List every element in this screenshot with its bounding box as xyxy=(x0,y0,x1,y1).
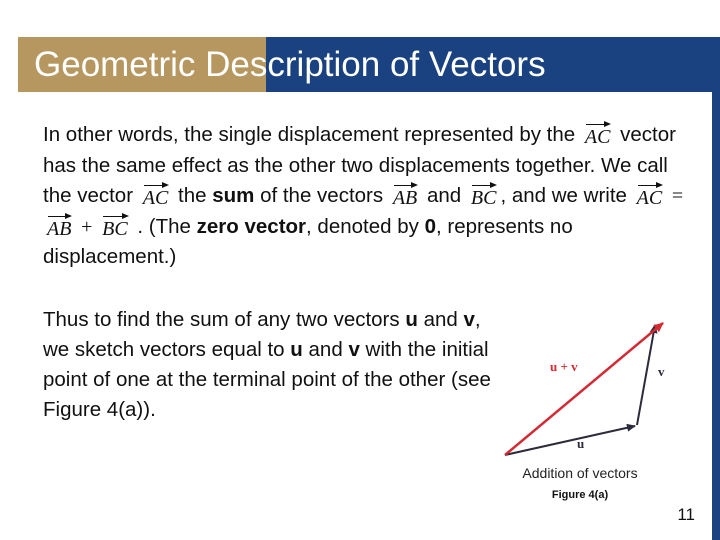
label-u-plus-v: u + v xyxy=(550,359,578,374)
vector-u: u xyxy=(290,338,303,361)
text-span: , denoted by xyxy=(306,214,419,238)
vector-u: u xyxy=(405,308,418,331)
label-u: u xyxy=(577,436,585,451)
vector-v: v xyxy=(463,308,475,331)
zero-symbol: 0 xyxy=(424,214,436,238)
vector-ab: AB xyxy=(393,184,417,208)
text-span: of the vectors xyxy=(260,184,384,207)
text-span: , represents no displacement.) xyxy=(43,214,573,268)
text-span: vector has the same effect as the other two displacements together. We call the vector xyxy=(43,123,676,207)
title-bar xyxy=(18,37,720,92)
text-span: In other words, the single displacement represented by the xyxy=(43,123,576,146)
vector-addition-figure xyxy=(495,303,700,463)
figure-label: Figure 4(a) xyxy=(551,489,609,501)
label-v: v xyxy=(658,364,665,379)
page-number: 11 xyxy=(677,505,695,524)
vector-ac: AC xyxy=(143,184,169,208)
text-span: the xyxy=(178,184,207,207)
vector-v: v xyxy=(348,338,360,361)
vector-bc: BC xyxy=(471,184,497,208)
equals-sign: = xyxy=(671,185,684,207)
vector-ab: AB xyxy=(47,215,71,239)
text-span: and xyxy=(423,308,458,331)
text-span: with the initial point of one at the terminal point of the other (see Figure 4(a)). xyxy=(43,338,491,421)
text-span: , we sketch vectors equal to xyxy=(43,308,481,361)
term-sum: sum xyxy=(212,184,255,207)
right-accent-rule xyxy=(712,92,720,540)
slide-title: Geometric Description of Vectors xyxy=(34,45,546,84)
text-span: , and we write xyxy=(500,184,627,207)
vector-v-arrow xyxy=(637,325,655,425)
term-zero-vector: zero vector xyxy=(196,214,307,238)
figure-caption: Addition of vectors xyxy=(522,465,638,481)
text-span: . (The xyxy=(137,214,191,238)
plus-sign: + xyxy=(81,215,93,238)
text-span: and xyxy=(426,184,462,207)
vector-ac: AC xyxy=(585,123,611,147)
vector-u-arrow xyxy=(505,426,635,455)
text-span: and xyxy=(308,338,343,361)
paragraph-vector-sum xyxy=(43,120,693,273)
vector-ac: AC xyxy=(637,184,663,208)
paragraph-sketch-rule xyxy=(43,305,493,425)
vector-bc: BC xyxy=(102,215,128,239)
text-span: Thus to find the sum of any two vectors xyxy=(43,308,400,331)
